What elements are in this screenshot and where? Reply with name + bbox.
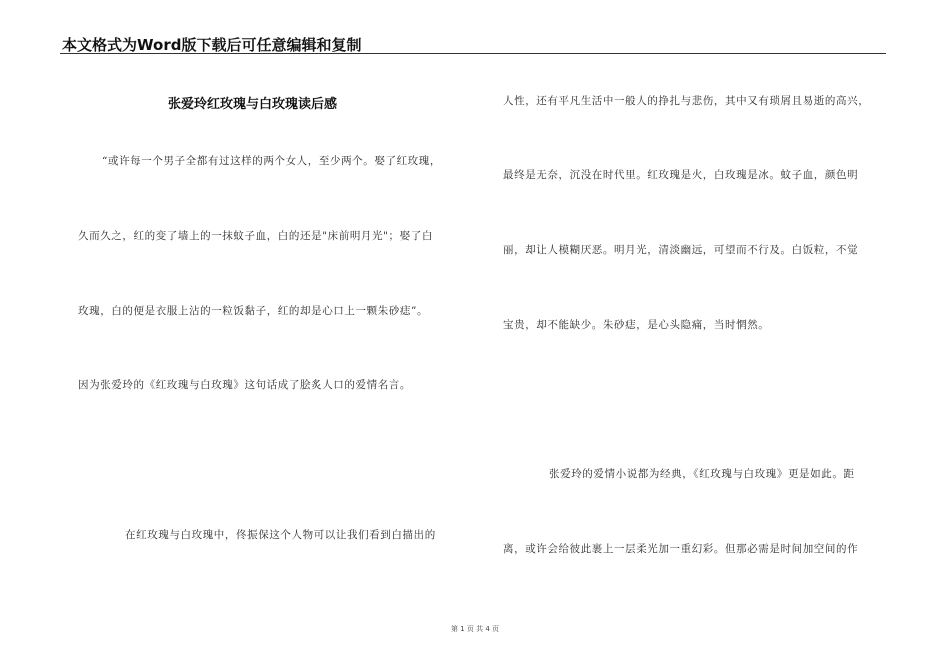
header-divider [60, 53, 886, 54]
right-column-line: 最终是无奈，沉没在时代里。红玫瑰是火，白玫瑰是冰。蚊子血，颜色明 [503, 169, 859, 181]
header-title: 本文格式为Word版下载后可任意编辑和复制 [62, 36, 362, 54]
right-column-line: 离，或许会给彼此裹上一层柔光加一重幻彩。但那必需是时间加空间的作 [503, 543, 859, 555]
right-column-line: 张爱玲的爱情小说都为经典，《红玫瑰与白玫瑰》更是如此。距 [549, 468, 855, 480]
left-column-line: “或许每一个男子全都有过这样的两个女人，至少两个。娶了红玫瑰， [102, 155, 441, 167]
right-column-line: 人性，还有平凡生活中一般人的挣扎与悲伤，其中又有琐屑且易逝的高兴， [503, 95, 870, 107]
right-column-line: 宝贵，却不能缺少。朱砂痣，是心头隐痛，当时惘然。 [503, 319, 770, 331]
left-column-line: 玫瑰，白的便是衣服上沾的一粒饭黏子，红的却是心口上一颗朱砂痣”。 [78, 305, 429, 317]
document-title: 张爱玲红玫瑰与白玫瑰读后感 [168, 97, 338, 112]
page-number: 第 1 页 共 4 页 [450, 625, 500, 633]
left-column-line: 因为张爱玲的《红玫瑰与白玫瑰》这句话成了脍炙人口的爱情名言。 [78, 379, 411, 391]
left-column-line: 在红玫瑰与白玫瑰中，佟振保这个人物可以让我们看到白描出的 [125, 529, 436, 541]
left-column-line: 久而久之，红的变了墙上的一抹蚊子血，白的还是"床前明月光"；娶了白 [78, 230, 433, 242]
right-column-line: 丽，却让人模糊厌恶。明月光，清淡幽远，可望而不行及。白饭粒，不觉 [503, 244, 859, 256]
